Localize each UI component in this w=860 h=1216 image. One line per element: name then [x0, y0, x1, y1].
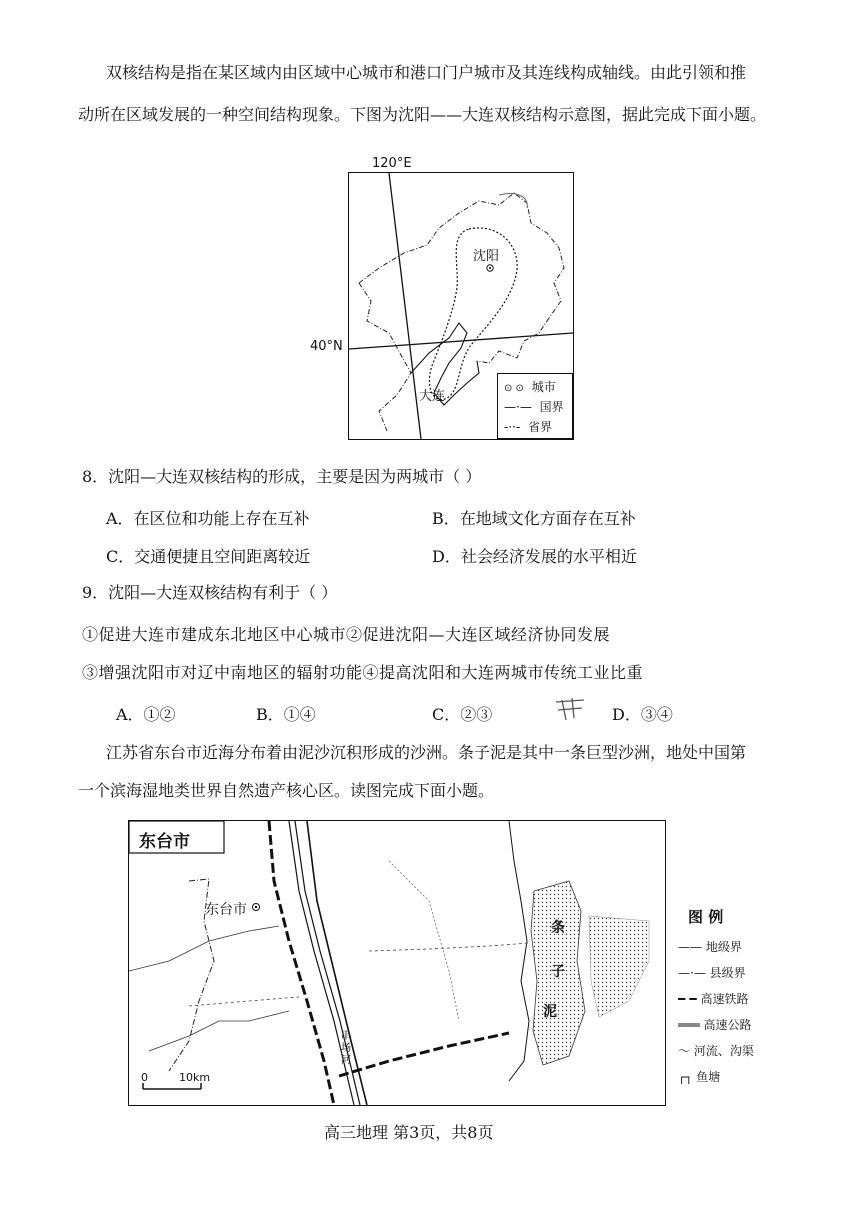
q9-statement-line2: ③增强沈阳市对辽中南地区的辐射功能④提高沈阳和大连两城市传统工业比重 [82, 663, 644, 682]
intro2-line2: 一个滨海湿地类世界自然遗产核心区。读图完成下面小题。 [78, 781, 495, 800]
legend-province-border-label: 省界 [528, 420, 553, 434]
q8-option-d: D．社会经济发展的水平相近 [432, 547, 637, 566]
fish-pond-icon: ┌┐ [678, 1070, 693, 1084]
province-border-west [359, 283, 411, 431]
q8-stem: 8．沈阳—大连双核结构的形成，主要是因为两城市（ ） [82, 467, 482, 486]
scale-10km: 10km [179, 1071, 211, 1084]
intro1-line1: 双核结构是指在某区域内由区域中心城市和港口门户城市及其连线构成轴线。由此引领和推 [106, 63, 747, 82]
sandbar-label-1: 条 [551, 920, 565, 936]
intro1-line2: 动所在区域发展的一种空间结构现象。下图为沈阳——大连双核结构示意图，据此完成下面小题。 [78, 105, 767, 124]
q9-stem: 9．沈阳—大连双核结构有利于（ ） [82, 583, 338, 602]
pencil-mark [499, 194, 527, 208]
intro2-line1: 江苏省东台市近海分布着由泥沙沉积形成的沙洲。条子泥是其中一条巨型沙洲，地处中国第 [106, 743, 747, 762]
legend-national-border-label: 国界 [539, 400, 564, 414]
legend-city-label: 城市 [531, 380, 556, 394]
canal-label: 串 场 河 [341, 1031, 351, 1066]
handwritten-mark [552, 694, 592, 724]
legend-national-border-icon: —·— [504, 400, 532, 414]
meridian-line [389, 173, 421, 439]
map1-city-shenyang: 沈阳 [473, 249, 500, 264]
map2-frame [128, 820, 666, 1106]
county-border-icon: —·— [678, 966, 706, 980]
high-speed-rail-icon: ━ ━ [678, 992, 697, 1006]
page-footer: 高三地理 第3页，共8页 [324, 1123, 494, 1142]
map1-city-dalian: 大连 [419, 389, 446, 404]
scale-zero: 0 [141, 1071, 148, 1084]
map1-frame [348, 172, 574, 440]
sandbar-label-3: 泥 [543, 1004, 557, 1020]
sandbar-label-2: 子 [551, 964, 565, 980]
q8-option-c: C．交通便捷且空间距离较近 [106, 547, 311, 566]
map1-lon-label: 120°E [372, 156, 412, 171]
legend-river: ～ 河流、沟渠 [678, 1044, 754, 1058]
legend-prefecture-border: —— 地级界 [678, 940, 742, 954]
legend-expressway: ═══ 高速公路 [678, 1018, 752, 1032]
map2-title: 东台市 [139, 832, 190, 852]
q9-statement-line1: ①促进大连市建成东北地区中心城市②促进沈阳—大连区域经济协同发展 [82, 625, 611, 644]
legend-county-border: —·— 县级界 [678, 966, 746, 980]
expressway-icon: ═══ [678, 1018, 700, 1032]
map2-drawing [129, 821, 665, 1105]
legend-fish-pond: ┌┐ 鱼塘 [678, 1070, 721, 1084]
q8-option-b: B．在地域文化方面存在互补 [432, 509, 636, 528]
province-border-north [359, 193, 564, 318]
q9-option-c: C．②③ [432, 705, 493, 724]
map2-legend-title: 图 例 [688, 908, 724, 926]
q8-option-a: A．在区位和功能上存在互补 [106, 509, 310, 528]
q9-option-a: A．①② [116, 705, 176, 724]
legend-province-border-icon: -··- [504, 420, 521, 434]
q9-option-d: D．③④ [612, 705, 673, 724]
map1-lat-label: 40°N [310, 339, 343, 354]
river-icon: ～ [678, 1044, 691, 1058]
prefecture-border-icon: —— [678, 940, 702, 954]
q9-option-b: B．①④ [256, 705, 316, 724]
map2-city-dongtai: 东台市 [205, 902, 247, 918]
legend-city-icon: ⊙ ⊙ [504, 383, 524, 394]
legend-high-speed-rail: ━ ━ 高速铁路 [678, 992, 749, 1006]
map1-legend [497, 373, 573, 439]
